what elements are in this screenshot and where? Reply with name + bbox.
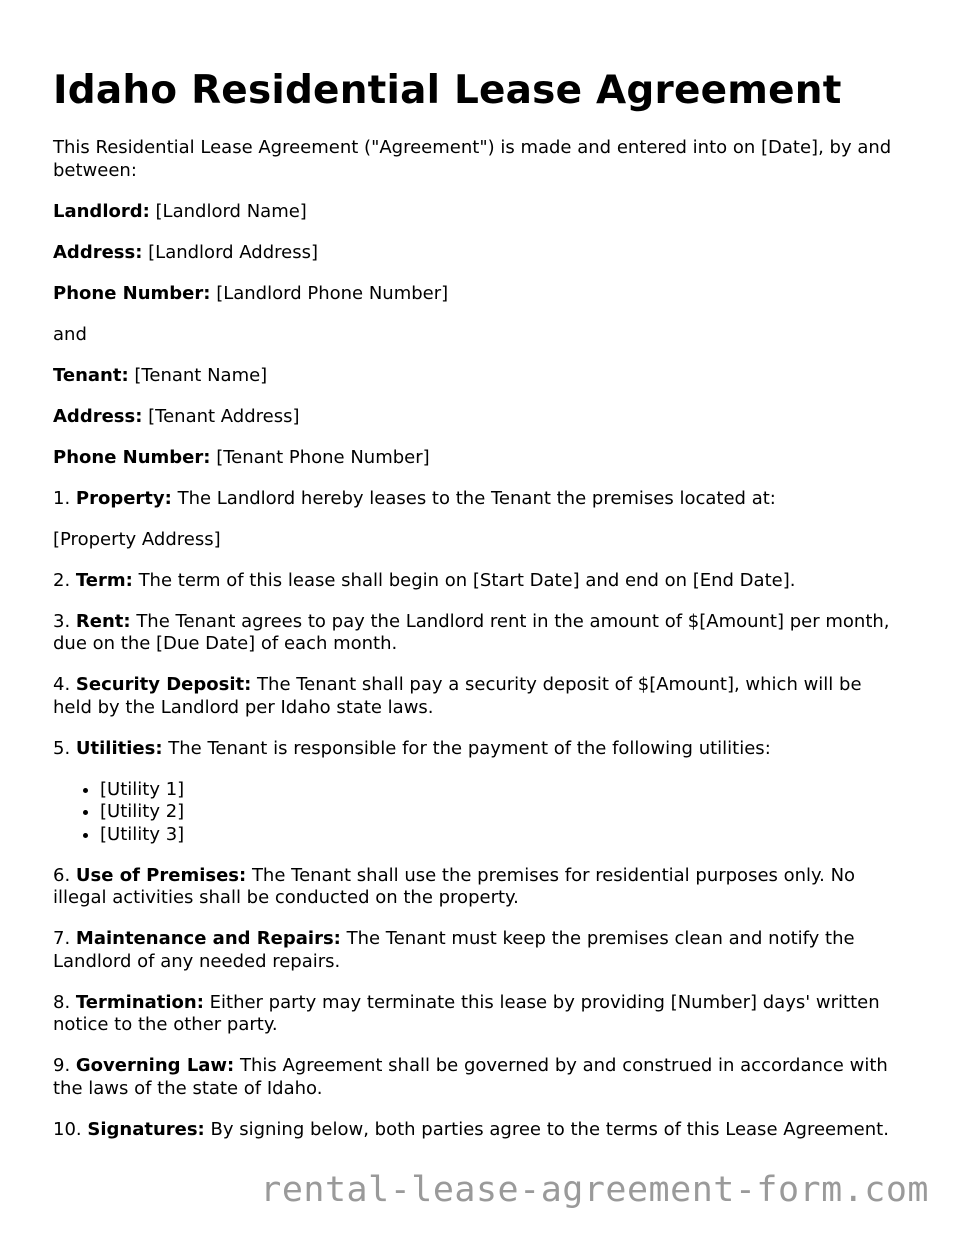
section-number: 10. <box>53 1118 88 1140</box>
intro-paragraph: This Residential Lease Agreement ("Agreement") is made and entered into on [Date], by and between: <box>53 137 892 181</box>
landlord-phone-label: Phone Number: <box>53 282 211 304</box>
section-signatures <box>53 1119 903 1142</box>
tenant-address-label: Address: <box>53 405 143 427</box>
section-utilities <box>53 738 903 761</box>
section-text: The Tenant must keep the premises clean and notify the Landlord of any needed repairs. <box>53 928 855 972</box>
section-heading: Rent: <box>75 610 131 632</box>
landlord-address-label: Address: <box>53 241 143 263</box>
section-number: 4. <box>53 674 76 695</box>
section-heading: Governing Law: <box>75 1055 235 1076</box>
section-text: The Landlord hereby leases to the Tenant the premises located at: <box>171 487 776 509</box>
section-security-deposit <box>53 674 903 719</box>
section-text: Either party may terminate this lease by providing [Number] days' written notice to the other party. <box>53 991 880 1035</box>
landlord-name-line <box>53 201 903 224</box>
tenant-phone-line <box>53 447 903 470</box>
tenant-phone-value: [Tenant Phone Number] <box>210 446 430 468</box>
list-item: • [Utility 3] <box>100 824 903 847</box>
section-term <box>53 570 903 593</box>
watermark: rental-lease-agreement-form.com <box>260 1170 929 1210</box>
landlord-phone-value: [Landlord Phone Number] <box>210 282 449 304</box>
tenant-name-value: [Tenant Name] <box>128 364 268 386</box>
tenant-address-line <box>53 406 903 429</box>
list-item: • [Utility 2] <box>100 801 903 824</box>
section-property <box>53 488 903 511</box>
section-heading: Use of Premises: <box>75 864 247 886</box>
property-address: [Property Address] <box>53 528 221 550</box>
section-heading: Term: <box>75 569 133 591</box>
section-maintenance <box>53 928 903 973</box>
landlord-name-value: [Landlord Name] <box>149 200 307 222</box>
section-number: 6. <box>53 864 76 886</box>
lease-document <box>53 0 903 1141</box>
section-heading: Signatures: <box>87 1118 205 1140</box>
section-use-of-premises <box>53 865 903 910</box>
section-heading: Utilities: <box>75 737 163 759</box>
landlord-address-value: [Landlord Address] <box>142 241 319 263</box>
document-title: Idaho Residential Lease Agreement <box>53 68 842 113</box>
section-number: 5. <box>53 737 76 759</box>
tenant-phone-label: Phone Number: <box>53 446 211 468</box>
section-heading: Termination: <box>75 991 204 1013</box>
section-text: This Agreement shall be governed by and construed in accordance with the laws of the state of Idaho. <box>53 1055 888 1099</box>
section-text: By signing below, both parties agree to the terms of this Lease Agreement. <box>204 1118 889 1140</box>
tenant-address-value: [Tenant Address] <box>142 405 300 427</box>
section-heading: Security Deposit: <box>75 674 252 695</box>
landlord-address-line <box>53 242 903 265</box>
section-termination <box>53 992 903 1037</box>
and-text: and <box>53 323 87 345</box>
section-number: 7. <box>53 928 76 949</box>
section-number: 9. <box>53 1055 76 1076</box>
section-number: 3. <box>53 610 76 632</box>
section-text: The Tenant agrees to pay the Landlord rent in the amount of $[Amount] per month, due on the [Due Date] of each month. <box>53 610 890 654</box>
section-number: 8. <box>53 991 76 1013</box>
landlord-phone-line <box>53 283 903 306</box>
tenant-name-label: Tenant: <box>53 364 129 386</box>
section-governing-law <box>53 1055 903 1100</box>
section-heading: Maintenance and Repairs: <box>75 928 341 949</box>
landlord-name-label: Landlord: <box>53 200 150 222</box>
tenant-name-line <box>53 365 903 388</box>
section-text: The term of this lease shall begin on [Start Date] and end on [End Date]. <box>132 569 796 591</box>
section-heading: Property: <box>75 487 172 509</box>
list-item: • [Utility 1] <box>100 779 903 802</box>
section-text: The Tenant shall pay a security deposit of $[Amount], which will be held by the Landlord per Idaho state laws. <box>53 674 862 718</box>
section-number: 2. <box>53 569 76 591</box>
section-rent <box>53 611 903 656</box>
section-text: The Tenant shall use the premises for residential purposes only. No illegal activities shall be conducted on the property. <box>53 864 856 908</box>
section-number: 1. <box>53 487 76 509</box>
section-text: The Tenant is responsible for the payment of the following utilities: <box>162 737 771 759</box>
utilities-list <box>53 779 903 847</box>
